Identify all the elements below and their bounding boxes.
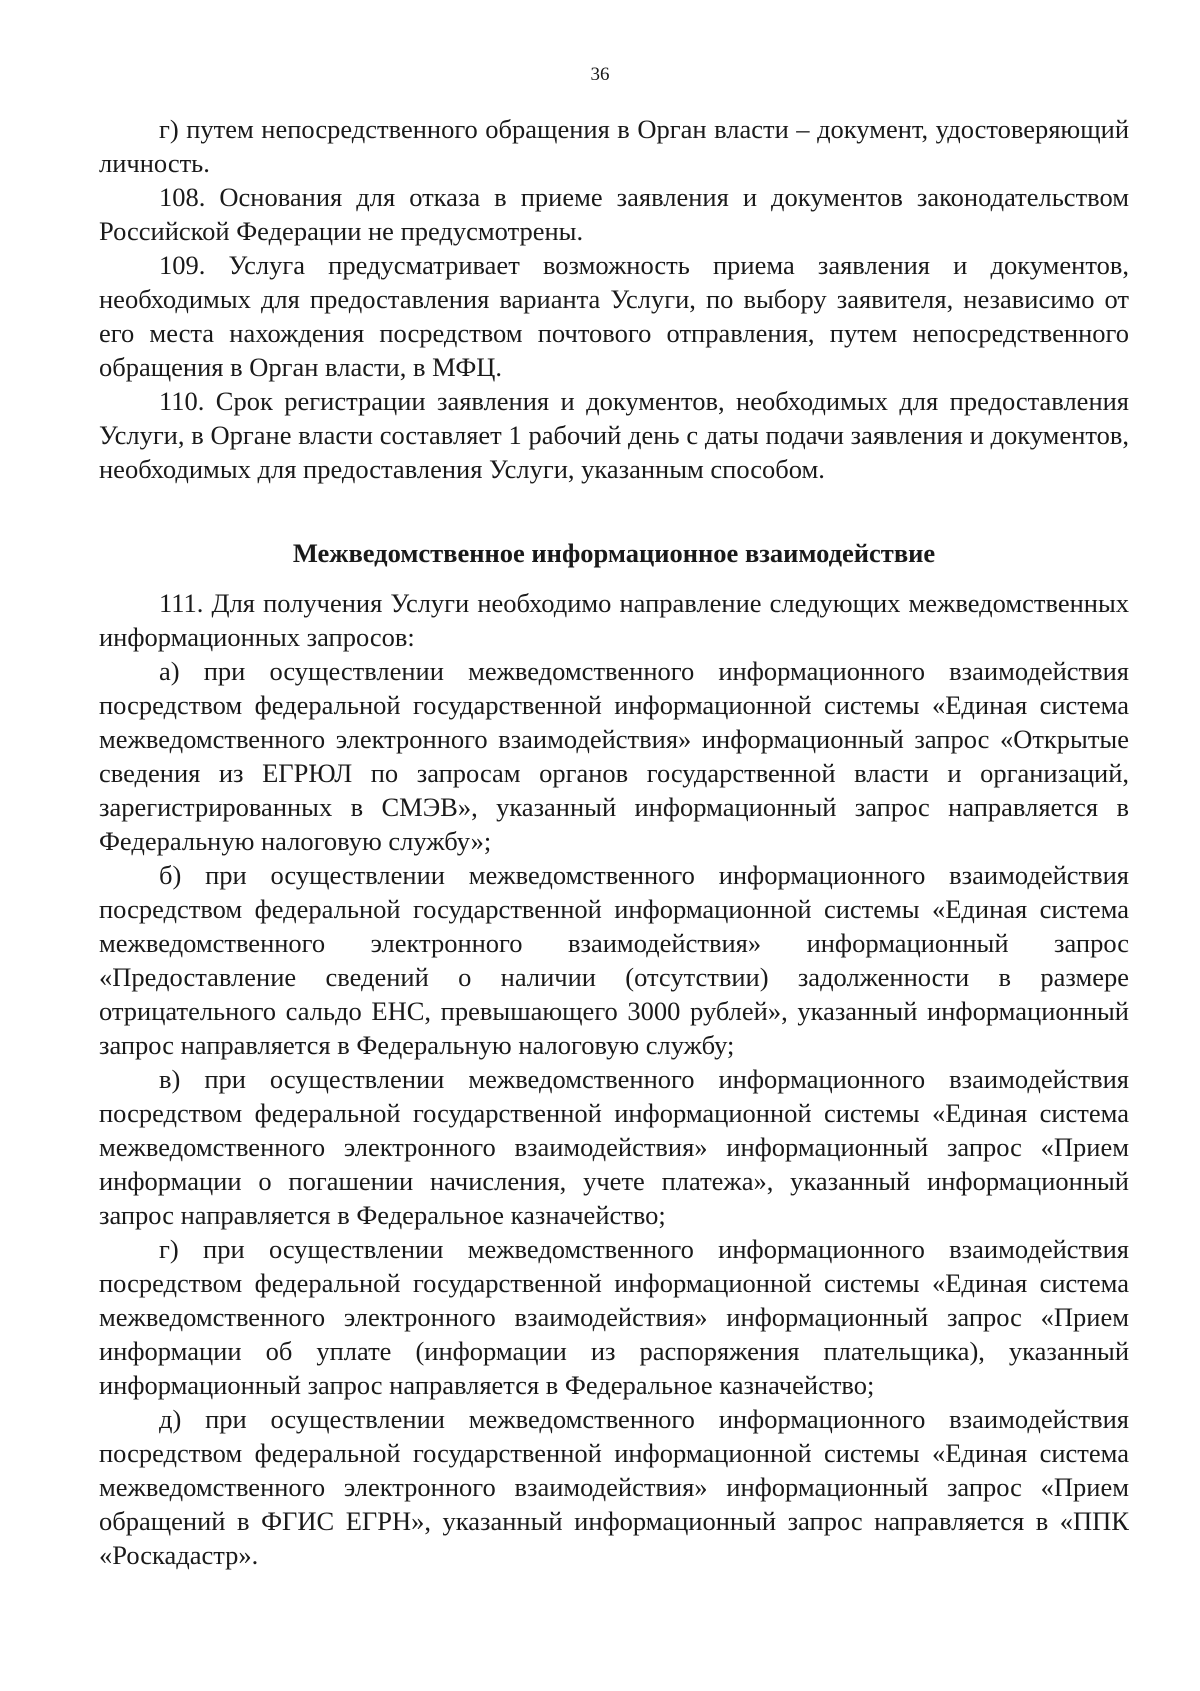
paragraph-111-g: г) при осуществлении межведомственного информационного взаимодействия посредством федеральной государственной информационной системы «Единая система межведомственного электронного взаимодействия» информационный запрос «Прием информации об уплате (информации из распоряжения плательщика), указанный информационный запрос направляется в Федеральное казначейство; [99, 1234, 1129, 1400]
paragraph-111-b: б) при осуществлении межведомственного информационного взаимодействия посредством федеральной государственной информационной системы «Единая система межведомственного электронного взаимодействия» информационный запрос «Предоставление сведений о наличии (отсутствии) задолженности в размере отрицательного сальдо ЕНС, превышающего 3000 рублей», указанный информационный запрос направляется в Федеральную налоговую службу; [99, 860, 1129, 1060]
section-heading: Межведомственное информационное взаимодействие [292, 538, 936, 568]
paragraph-111: 111. Для получения Услуги необходимо направление следующих межведомственных информационных запросов: [99, 588, 1129, 652]
paragraph-110: 110. Срок регистрации заявления и документов, необходимых для предоставления Услуги, в Органе власти составляет 1 рабочий день с даты подачи заявления и документов, необходимых для предоставления Услуги, указанным способом. [99, 386, 1129, 484]
paragraph-109: 109. Услуга предусматривает возможность приема заявления и документов, необходимых для предоставления варианта Услуги, по выбору заявителя, независимо от его места нахождения посредством почтового отправления, путем непосредственного обращения в Орган власти, в МФЦ. [99, 250, 1129, 382]
paragraph-111-v: в) при осуществлении межведомственного информационного взаимодействия посредством федеральной государственной информационной системы «Единая система межведомственного электронного взаимодействия» информационный запрос «Прием информации о погашении начисления, учете платежа», указанный информационный запрос направляется в Федеральное казначейство; [99, 1064, 1129, 1230]
page-number: 36 [590, 64, 610, 85]
paragraph-108: 108. Основания для отказа в приеме заявления и документов законодательством Российской Федерации не предусмотрены. [99, 182, 1129, 246]
paragraph-111-a: а) при осуществлении межведомственного информационного взаимодействия посредством федеральной государственной информационной системы «Единая система межведомственного электронного взаимодействия» информационный запрос «Открытые сведения из ЕГРЮЛ по запросам органов государственной власти и организаций, зарегистрированных в СМЭВ», указанный информационный запрос направляется в Федеральную налоговую службу»; [99, 656, 1129, 856]
paragraph-identity-document: г) путем непосредственного обращения в Орган власти – документ, удостоверяющий личность. [99, 114, 1129, 178]
paragraph-111-d: д) при осуществлении межведомственного информационного взаимодействия посредством федеральной государственной информационной системы «Единая система межведомственного электронного взаимодействия» информационный запрос «Прием обращений в ФГИС ЕГРН», указанный информационный запрос направляется в «ППК «Роскадастр». [99, 1404, 1129, 1570]
document-body [99, 112, 1129, 1572]
